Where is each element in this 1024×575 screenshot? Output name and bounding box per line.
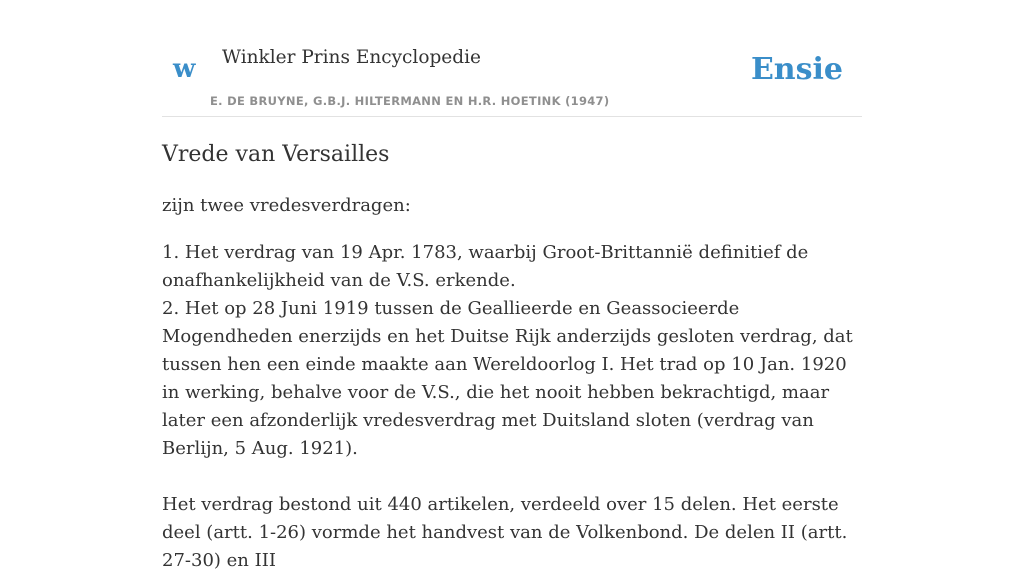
- list-item-2: 2. Het op 28 Juni 1919 tussen de Geallieerde en Geassocieerde Mogendheden enerzijds en het Duitse Rijk anderzijds gesloten verdrag, dat tussen hen een einde maakte aan Wereldoorlog I. Het trad op 10 Jan. 1920 in werking, behalve voor de V.S., die het nooit hebben bekrachtigd, maar later een afzonderlijk vredesverdrag met Duitsland sloten (verdrag van Berlijn, 5 Aug. 1921).: [162, 298, 853, 459]
- authors-line: E. DE BRUYNE, G.B.J. HILTERMANN EN H.R. HOETINK (1947): [210, 94, 610, 108]
- publication-title[interactable]: Winkler Prins Encyclopedie: [222, 47, 481, 68]
- article-intro: zijn twee vredesverdragen:: [162, 195, 411, 216]
- ensie-logo[interactable]: Ensie: [750, 52, 843, 87]
- article-paragraph: Het verdrag bestond uit 440 artikelen, verdeeld over 15 delen. Het eerste deel (artt. 1-26) vormde het handvest van de Volkenbond. De delen II (artt. 27-30) en III: [162, 494, 848, 571]
- article-body: [162, 192, 862, 575]
- header: [162, 0, 862, 117]
- paragraph-gap: [162, 463, 862, 491]
- list-item-1: 1. Het verdrag van 19 Apr. 1783, waarbij Groot-Brittannië definitief de onafhankelijkheid van de V.S. erkende.: [162, 242, 809, 291]
- article-title: Vrede van Versailles: [162, 142, 390, 167]
- page: [162, 0, 862, 571]
- winkler-prins-logo[interactable]: w: [173, 54, 196, 84]
